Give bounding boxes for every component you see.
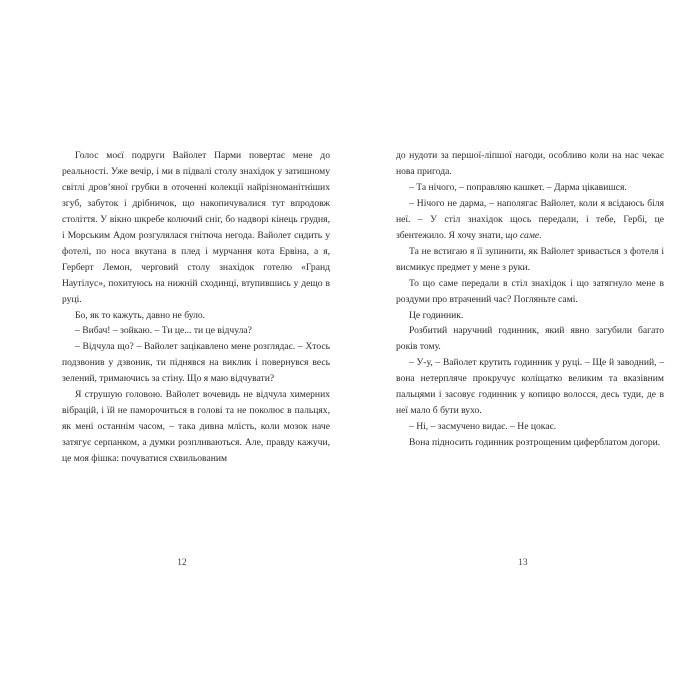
paragraph: – Відчула що? – Вайолет зацікавлено мене розглядає. – Хтось подзвонив у дзвоник, ти піднявся на виклик і повернувся весь зелений, тримаючись за стіну. Що я маю відчувати? <box>62 341 330 385</box>
paragraph: Розбитий наручний годинник, який явно загубили багато років тому. <box>396 325 664 353</box>
page-right <box>350 0 700 700</box>
paragraph: Та не встигаю я її зупинити, як Вайолет зривається з фотеля і висмикує предмет у мене з руки. <box>396 245 664 273</box>
paragraph: – У-у, – Вайолет крутить годинник у руці. – Ще й заводний, – вона нетерпляче прокручує коліщатко великим та вказівним пальцями і засовує годинник у копицю волосся, десь туди, де в неї мало б бути вухо. <box>396 357 664 417</box>
paragraph: Голос моєї подруги Вайолет Парми повертає мене до реальності. Уже вечір, і ми в підвалі столу знахідок у затишному світлі дров’яної грубки в оточенні колекції найрізноманітніших згуб, забуток і дрібничок, що накопичувалися тут впродовж століття. У вікно шкребе колючий сніг, бо надворі кінець грудня, і Морським Адом розгулялася гнітюча негода. Вайолет сидить у фотелі, по носа вкутана в плед і мурчання кота Ервіна, а я, Герберт Лемон, черговий столу знахідок готелю «Гранд Наутілус», похитуюсь на нижній сходинці, втупившись у дещо в руці. <box>62 150 330 305</box>
page-number-left: 12 <box>177 557 187 567</box>
paragraph: – Та нічого, – поправляю кашкет. – Дарма цікавишся. <box>409 181 627 193</box>
paragraph-text-lead: – Нічого не дарма, – наполягає Вайолет, коли я всідаюсь біля неї. – У стіл знахідок щось передали, і тебе, Гербі, це збентежило. Я хочу знати, <box>396 197 664 241</box>
paragraph: – Ні, – засмучено видає. – Не цокає. <box>409 421 557 433</box>
paragraph: до нудоти за першої-ліпшої нагоди, особливо коли на нас чекає нова пригода. <box>396 150 664 177</box>
paragraph: Вона підносить годинник розтрощеним циферблатом догори. <box>409 437 661 449</box>
paragraph: Це годинник. <box>409 309 464 321</box>
paragraph: – Вибач! – зойкаю. – Ти це... ти це відчула? <box>75 325 252 337</box>
paragraph: Бо, як то кажуть, давно не було. <box>75 309 206 321</box>
right-page-text-column <box>396 148 664 451</box>
paragraph-text-tail: . <box>539 229 542 241</box>
paragraph: Я струшую головою. Вайолет вочевидь не відчула химерних вібрацій, і їй не паморочиться в голові та не поколює в пальцях, як мені останнім часом, – така дивна млість, коли мозок наче затягує серпанком, а думки розпливаються. Але, правду кажучи, це моя фішка: почуватися схвильованим <box>62 389 330 465</box>
left-page-text-column <box>62 148 330 467</box>
emphasized-phrase: що саме <box>505 229 540 241</box>
page-number-right: 13 <box>518 557 528 567</box>
paragraph-with-emphasis <box>396 196 664 244</box>
paragraph: То що саме передали в стіл знахідок і що затягнуло мене в роздуми про втрачений час? Погляньте самі. <box>396 277 664 305</box>
